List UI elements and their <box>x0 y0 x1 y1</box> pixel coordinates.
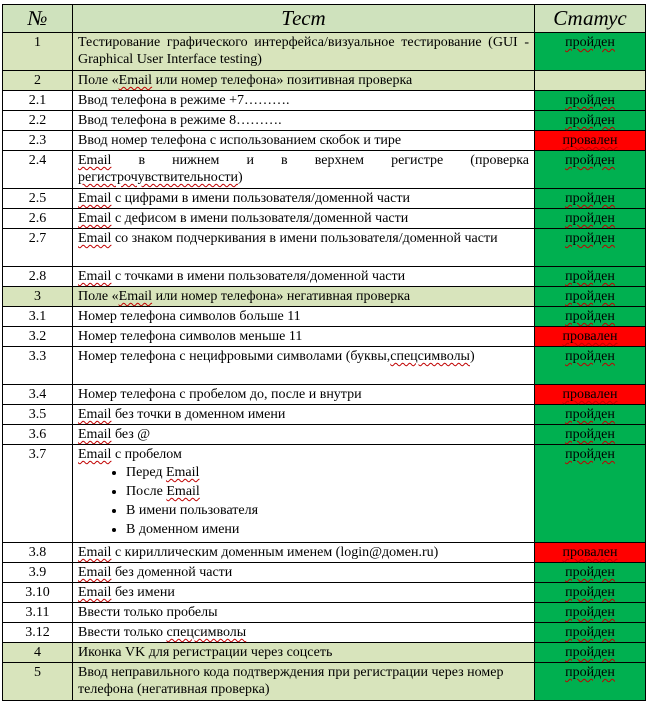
table-row <box>3 151 646 189</box>
table-row <box>3 209 646 229</box>
table-row <box>3 543 646 563</box>
header-status: Статус <box>535 5 646 33</box>
row-test-description: Email без точки в доменном имени <box>73 405 535 425</box>
row-status-badge: пройден <box>535 425 646 445</box>
row-status-badge <box>535 71 646 91</box>
table-row <box>3 71 646 91</box>
row-number: 2.8 <box>3 267 73 287</box>
table-row <box>3 189 646 209</box>
row-test-description: Email с кириллическим доменным именем (login@домен.ru) <box>73 543 535 563</box>
row-number: 3.7 <box>3 445 73 543</box>
row-test-description: Email с цифрами в имени пользователя/доменной части <box>73 189 535 209</box>
row-number: 2.5 <box>3 189 73 209</box>
test-results-table-wrapper <box>2 4 646 701</box>
row-test-description: Номер телефона символов больше 11 <box>73 307 535 327</box>
row-test-description: Email без доменной части <box>73 563 535 583</box>
row-status-badge: пройден <box>535 623 646 643</box>
row-status-badge: пройден <box>535 347 646 385</box>
row-status-badge: пройден <box>535 33 646 71</box>
table-row <box>3 33 646 71</box>
sub-case-item: • После Email <box>126 482 529 501</box>
row-number: 4 <box>3 643 73 663</box>
row-status-badge: пройден <box>535 307 646 327</box>
row-status-badge: провален <box>535 131 646 151</box>
row-test-description: Ввод неправильного кода подтверждения при регистрации через номер телефона (негативная проверка) <box>73 663 535 701</box>
row-number: 2.4 <box>3 151 73 189</box>
row-test-description: Email в нижнем и в верхнем регистре (проверка регистрочувствительности) <box>73 151 535 189</box>
table-row <box>3 583 646 603</box>
row-test-description: Иконка VK для регистрации через соцсеть <box>73 643 535 663</box>
row-number: 1 <box>3 33 73 71</box>
row-status-badge: пройден <box>535 583 646 603</box>
row-number: 3.8 <box>3 543 73 563</box>
row-status-badge: пройден <box>535 111 646 131</box>
header-row <box>3 5 646 33</box>
row-status-badge: пройден <box>535 151 646 189</box>
row-test-description: Email со знаком подчеркивания в имени пользователя/доменной части <box>73 229 535 267</box>
row-test-description: Номер телефона с пробелом до, после и внутри <box>73 385 535 405</box>
table-row <box>3 603 646 623</box>
row-number: 2.3 <box>3 131 73 151</box>
row-status-badge: пройден <box>535 405 646 425</box>
table-row <box>3 405 646 425</box>
table-row <box>3 267 646 287</box>
row-number: 2.7 <box>3 229 73 267</box>
row-test-description: Поле «Email или номер телефона» негативная проверка <box>73 287 535 307</box>
row-status-badge: пройден <box>535 91 646 111</box>
row-status-badge: пройден <box>535 603 646 623</box>
row-number: 3.2 <box>3 327 73 347</box>
row-status-badge: пройден <box>535 643 646 663</box>
row-test-description: Поле «Email или номер телефона» позитивная проверка <box>73 71 535 91</box>
header-number: № <box>3 5 73 33</box>
table-row <box>3 111 646 131</box>
row-status-badge: пройден <box>535 563 646 583</box>
row-status-badge: пройден <box>535 663 646 701</box>
row-test-description: Email с дефисом в имени пользователя/доменной части <box>73 209 535 229</box>
row-test-description: Ввести только спецсимволы <box>73 623 535 643</box>
table-body <box>3 33 646 701</box>
table-row <box>3 623 646 643</box>
row-test-description: Ввести только пробелы <box>73 603 535 623</box>
row-number: 3.3 <box>3 347 73 385</box>
row-test-description: Email без имени <box>73 583 535 603</box>
table-row <box>3 643 646 663</box>
row-number: 3.4 <box>3 385 73 405</box>
row-test-description: Тестирование графического интерфейса/визуальное тестирование (GUI - Graphical User Interface testing) <box>73 33 535 71</box>
row-number: 2.1 <box>3 91 73 111</box>
sub-case-item: • Перед Email <box>126 463 529 482</box>
table-row <box>3 425 646 445</box>
table-row <box>3 91 646 111</box>
row-number: 3.6 <box>3 425 73 445</box>
row-number: 3.11 <box>3 603 73 623</box>
row-status-badge: провален <box>535 385 646 405</box>
table-row <box>3 327 646 347</box>
row-number: 3.10 <box>3 583 73 603</box>
row-test-description: Email с точками в имени пользователя/доменной части <box>73 267 535 287</box>
row-number: 2.2 <box>3 111 73 131</box>
row-test-description <box>73 445 535 543</box>
row-number: 3.9 <box>3 563 73 583</box>
header-test: Тест <box>73 5 535 33</box>
row-status-badge: пройден <box>535 445 646 543</box>
row-number: 3.5 <box>3 405 73 425</box>
row-test-description: Номер телефона с нецифровыми символами (буквы,спецсимволы) <box>73 347 535 385</box>
table-row <box>3 131 646 151</box>
sub-case-list <box>78 463 529 539</box>
row-status-badge: провален <box>535 543 646 563</box>
table-row <box>3 229 646 267</box>
table-row <box>3 347 646 385</box>
row-test-text: Email с пробелом <box>78 447 182 462</box>
table-row <box>3 307 646 327</box>
sub-case-item: • В имени пользователя <box>126 501 529 520</box>
row-status-badge: пройден <box>535 267 646 287</box>
row-test-description: Email без @ <box>73 425 535 445</box>
table-row <box>3 663 646 701</box>
test-results-table <box>2 4 646 701</box>
sub-case-item: • В доменном имени <box>126 520 529 539</box>
row-number: 2.6 <box>3 209 73 229</box>
table-row <box>3 385 646 405</box>
row-number: 2 <box>3 71 73 91</box>
row-test-description: Ввод телефона в режиме 8………. <box>73 111 535 131</box>
row-status-badge: пройден <box>535 229 646 267</box>
row-status-badge: пройден <box>535 189 646 209</box>
table-row <box>3 563 646 583</box>
row-status-badge: пройден <box>535 209 646 229</box>
row-number: 5 <box>3 663 73 701</box>
row-number: 3 <box>3 287 73 307</box>
row-number: 3.1 <box>3 307 73 327</box>
row-test-description: Номер телефона символов меньше 11 <box>73 327 535 347</box>
table-row <box>3 287 646 307</box>
row-test-description: Ввод телефона в режиме +7………. <box>73 91 535 111</box>
table-row <box>3 445 646 543</box>
row-status-badge: пройден <box>535 287 646 307</box>
row-number: 3.12 <box>3 623 73 643</box>
row-test-description: Ввод номер телефона с использованием скобок и тире <box>73 131 535 151</box>
row-status-badge: провален <box>535 327 646 347</box>
